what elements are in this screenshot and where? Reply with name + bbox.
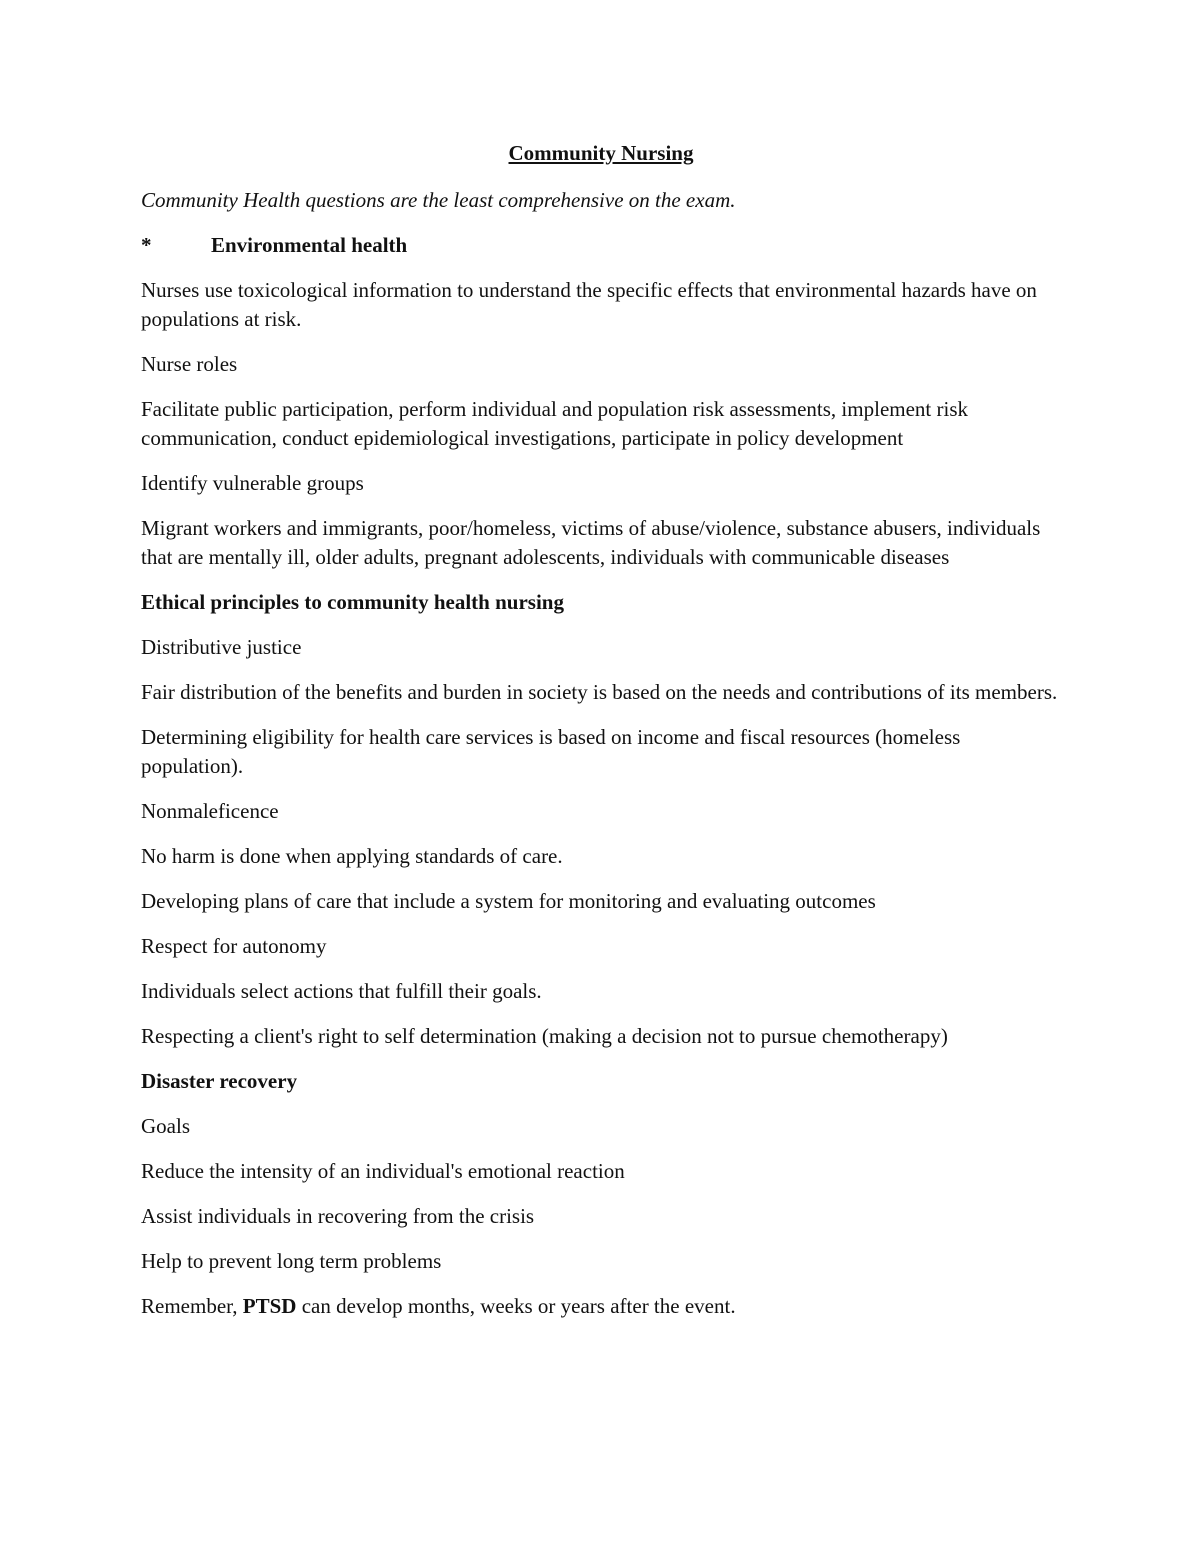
paragraph: Nurse roles	[141, 352, 238, 376]
paragraph: No harm is done when applying standards of care.	[141, 844, 563, 868]
paragraph: Developing plans of care that include a system for monitoring and evaluating outcomes	[141, 889, 876, 913]
document-title: Community Nursing	[508, 141, 694, 165]
paragraph: Help to prevent long term problems	[141, 1249, 442, 1273]
paragraph: Reduce the intensity of an individual's emotional reaction	[141, 1159, 625, 1183]
paragraph: Facilitate public participation, perform individual and population risk assessments, implement risk communication, conduct epidemiological investigations, participate in policy development	[141, 397, 968, 450]
paragraph: Nonmaleficence	[141, 799, 279, 823]
document-page	[141, 140, 1061, 1337]
section-heading-label: Environmental health	[211, 233, 408, 257]
paragraph: Determining eligibility for health care services is based on income and fiscal resources (homeless population).	[141, 725, 961, 778]
paragraph-ptsd	[141, 1292, 1061, 1321]
paragraph: Nurses use toxicological information to understand the specific effects that environmental hazards have on populations at risk.	[141, 278, 1037, 331]
paragraph: Identify vulnerable groups	[141, 471, 364, 495]
paragraph: Fair distribution of the benefits and burden in society is based on the needs and contributions of its members.	[141, 680, 1058, 704]
text-span: can develop months, weeks or years after the event.	[296, 1294, 736, 1318]
section-heading-ethical-principles: Ethical principles to community health nursing	[141, 590, 564, 614]
section-heading-environmental-health	[141, 231, 1061, 260]
text-span: Remember,	[141, 1294, 243, 1318]
paragraph: Assist individuals in recovering from the crisis	[141, 1204, 535, 1228]
paragraph: Respecting a client's right to self determination (making a decision not to pursue chemotherapy)	[141, 1024, 948, 1048]
ptsd-term: PTSD	[242, 1294, 297, 1318]
paragraph: Respect for autonomy	[141, 934, 327, 958]
section-heading-disaster-recovery: Disaster recovery	[141, 1069, 298, 1093]
intro-text: Community Health questions are the least comprehensive on the exam.	[141, 188, 736, 212]
paragraph: Migrant workers and immigrants, poor/homeless, victims of abuse/violence, substance abusers, individuals that are mentally ill, older adults, pregnant adolescents, individuals with communicable diseases	[141, 516, 1041, 569]
paragraph: Distributive justice	[141, 635, 302, 659]
paragraph: Goals	[141, 1114, 190, 1138]
paragraph: Individuals select actions that fulfill their goals.	[141, 979, 542, 1003]
bullet-marker: *	[141, 233, 152, 257]
